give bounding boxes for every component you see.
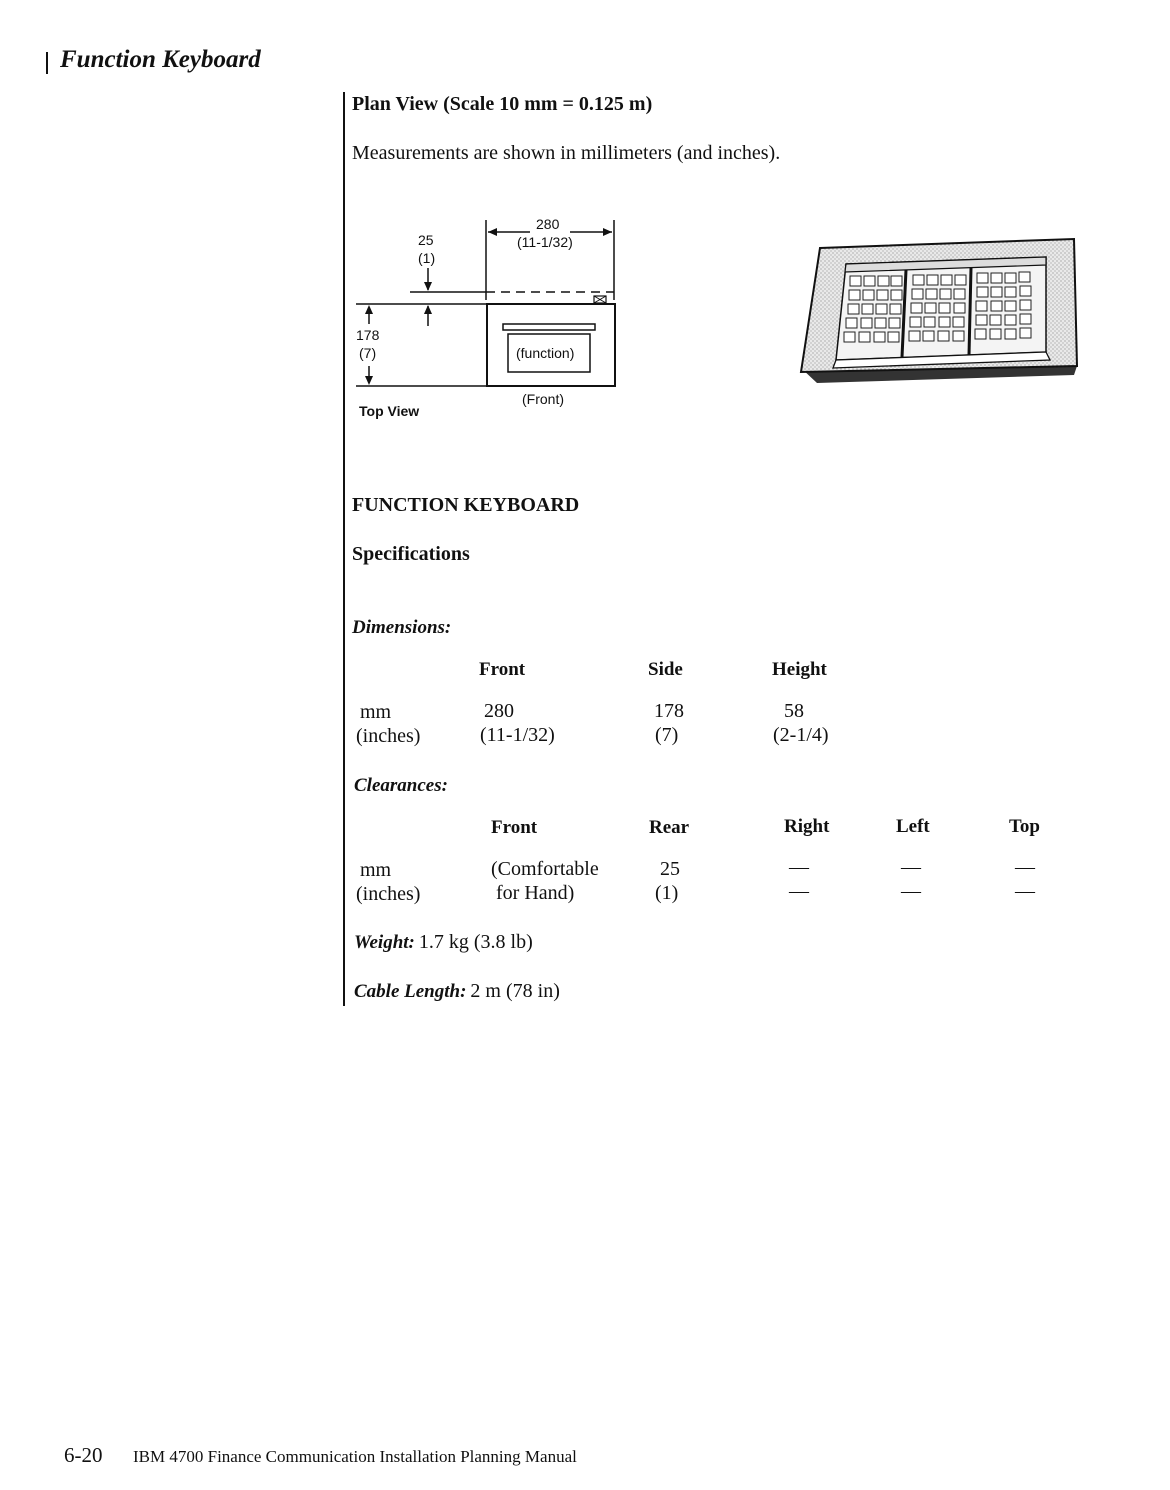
clearances-header-rear: Rear bbox=[649, 817, 690, 838]
dimensions-height-mm: 58 bbox=[784, 700, 804, 722]
cable-value: 2 m (78 in) bbox=[470, 980, 560, 1002]
clearances-label: Clearances: bbox=[354, 775, 448, 796]
weight-line bbox=[354, 931, 533, 954]
cable-line bbox=[354, 980, 560, 1003]
keyboard-illustration bbox=[0, 0, 1170, 460]
clearances-header-right: Right bbox=[784, 816, 830, 837]
dimensions-side-mm: 178 bbox=[654, 700, 684, 722]
dimensions-front-mm: 280 bbox=[484, 700, 514, 722]
width-mm-label: 280 bbox=[536, 216, 560, 232]
dimensions-header-front: Front bbox=[479, 659, 526, 680]
clearances-left-in: — bbox=[901, 880, 921, 902]
width-in-label: (11-1/32) bbox=[517, 234, 573, 250]
depth-in-label: (7) bbox=[359, 345, 377, 361]
spec-heading: FUNCTION KEYBOARD bbox=[352, 494, 580, 516]
measurement-note: Measurements are shown in millimeters (and inches). bbox=[352, 142, 781, 164]
dimensions-row-label-inches: (inches) bbox=[356, 725, 421, 747]
dimensions-height-in: (2-1/4) bbox=[773, 724, 829, 746]
clearances-rear-in: (1) bbox=[655, 882, 679, 904]
section-title: Function Keyboard bbox=[60, 46, 261, 73]
clearances-row-label-inches: (inches) bbox=[356, 883, 421, 905]
weight-value: 1.7 kg (3.8 lb) bbox=[418, 931, 533, 953]
clearances-top-mm: — bbox=[1015, 856, 1035, 878]
dimensions-header-side: Side bbox=[648, 659, 683, 680]
dimensions-front-in: (11-1/32) bbox=[480, 724, 555, 746]
front-label: (Front) bbox=[522, 391, 564, 407]
clearances-left-mm: — bbox=[901, 856, 921, 878]
dimensions-side-in: (7) bbox=[655, 724, 679, 746]
plan-view-title: Plan View (Scale 10 mm = 0.125 m) bbox=[352, 93, 653, 115]
weight-label: Weight: bbox=[354, 932, 415, 953]
clearances-right-mm: — bbox=[789, 856, 809, 878]
clearances-row-label-mm: mm bbox=[360, 859, 392, 881]
manual-title: IBM 4700 Finance Communication Installation Planning Manual bbox=[133, 1447, 577, 1466]
clearances-header-left: Left bbox=[896, 816, 930, 837]
unit-label: (function) bbox=[516, 345, 575, 361]
clearances-header-top: Top bbox=[1009, 816, 1040, 837]
clearances-front-in: for Hand) bbox=[496, 882, 575, 904]
cable-label: Cable Length: bbox=[354, 981, 467, 1002]
key-group-divider-2 bbox=[969, 268, 971, 355]
dimensions-label: Dimensions: bbox=[352, 617, 452, 638]
clearances-rear-mm: 25 bbox=[660, 858, 680, 880]
rear-in-label: (1) bbox=[418, 250, 436, 266]
depth-mm-label: 178 bbox=[356, 327, 380, 343]
dimensions-row-label-mm: mm bbox=[360, 701, 392, 723]
top-view-label: Top View bbox=[359, 403, 420, 419]
page-number: 6-20 bbox=[64, 1443, 103, 1467]
clearances-top-in: — bbox=[1015, 880, 1035, 902]
clearances-right-in: — bbox=[789, 880, 809, 902]
spec-subheading: Specifications bbox=[352, 543, 470, 565]
rear-mm-label: 25 bbox=[418, 232, 434, 248]
dimensions-header-height: Height bbox=[772, 659, 827, 680]
clearances-front-mm: (Comfortable bbox=[491, 858, 599, 880]
clearances-header-front: Front bbox=[491, 817, 538, 838]
